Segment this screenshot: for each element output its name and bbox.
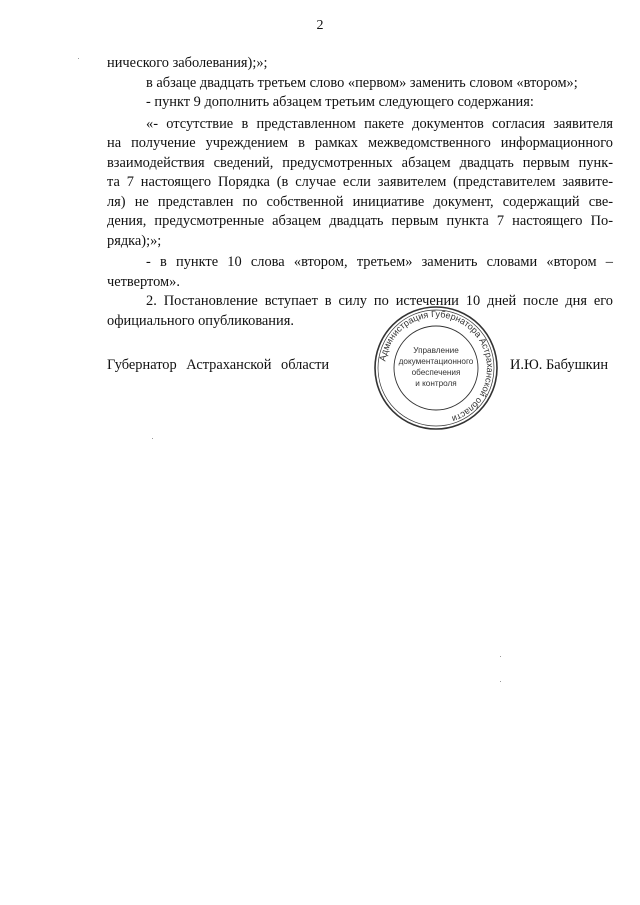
body-line: в абзаце двадцать третьем слово «первом» заменить словом «втором»; — [146, 74, 578, 91]
seal-center-line: Управление — [413, 346, 459, 355]
body-line: нического заболевания);»; — [107, 55, 268, 71]
body-line: - в пункте 10 слова «втором, третьем» заменить словами «втором – — [146, 254, 613, 270]
document-body — [107, 54, 613, 331]
body-line: - пункт 9 дополнить абзацем третьим следующего содержания: — [146, 94, 534, 110]
body-line: ля) не представлен по собственной инициативе документ, содержащий све- — [107, 193, 613, 210]
body-line: рядка);»; — [107, 232, 162, 249]
official-seal-stamp — [372, 304, 500, 432]
page-number: 2 — [316, 18, 324, 33]
body-line: официального опубликования. — [107, 312, 294, 329]
seal-center-line: документационного — [398, 357, 474, 366]
scan-speck — [152, 438, 153, 439]
body-line: на получение учреждением в рамках межведомственного информационного — [107, 135, 613, 151]
body-line: та 7 настоящего Порядка (в случае если заявителем (представителем заявите- — [107, 174, 613, 190]
scan-speck — [500, 681, 501, 682]
seal-center-line: обеспечения — [411, 368, 461, 377]
body-line: взаимодействия сведений, предусмотренных абзацем двадцать первым пунк- — [107, 154, 613, 171]
scan-speck — [78, 58, 79, 59]
body-line: «- отсутствие в представленном пакете документов согласия заявителя — [146, 115, 613, 132]
body-line: дения, предусмотренные абзацем двадцать первым пункта 7 настоящего По- — [107, 213, 613, 229]
seal-ring-text: Администрация Губернатора Астраханской области — [377, 308, 496, 425]
signature-title: Губернатор Астраханской области — [107, 357, 330, 373]
signature-name: И.Ю. Бабушкин — [510, 357, 609, 373]
body-line: четвертом». — [107, 273, 180, 290]
scan-speck — [500, 656, 501, 657]
body-line: 2. Постановление вступает в силу по истечении 10 дней после дня его — [146, 293, 613, 309]
seal-center-line: и контроля — [415, 379, 457, 388]
